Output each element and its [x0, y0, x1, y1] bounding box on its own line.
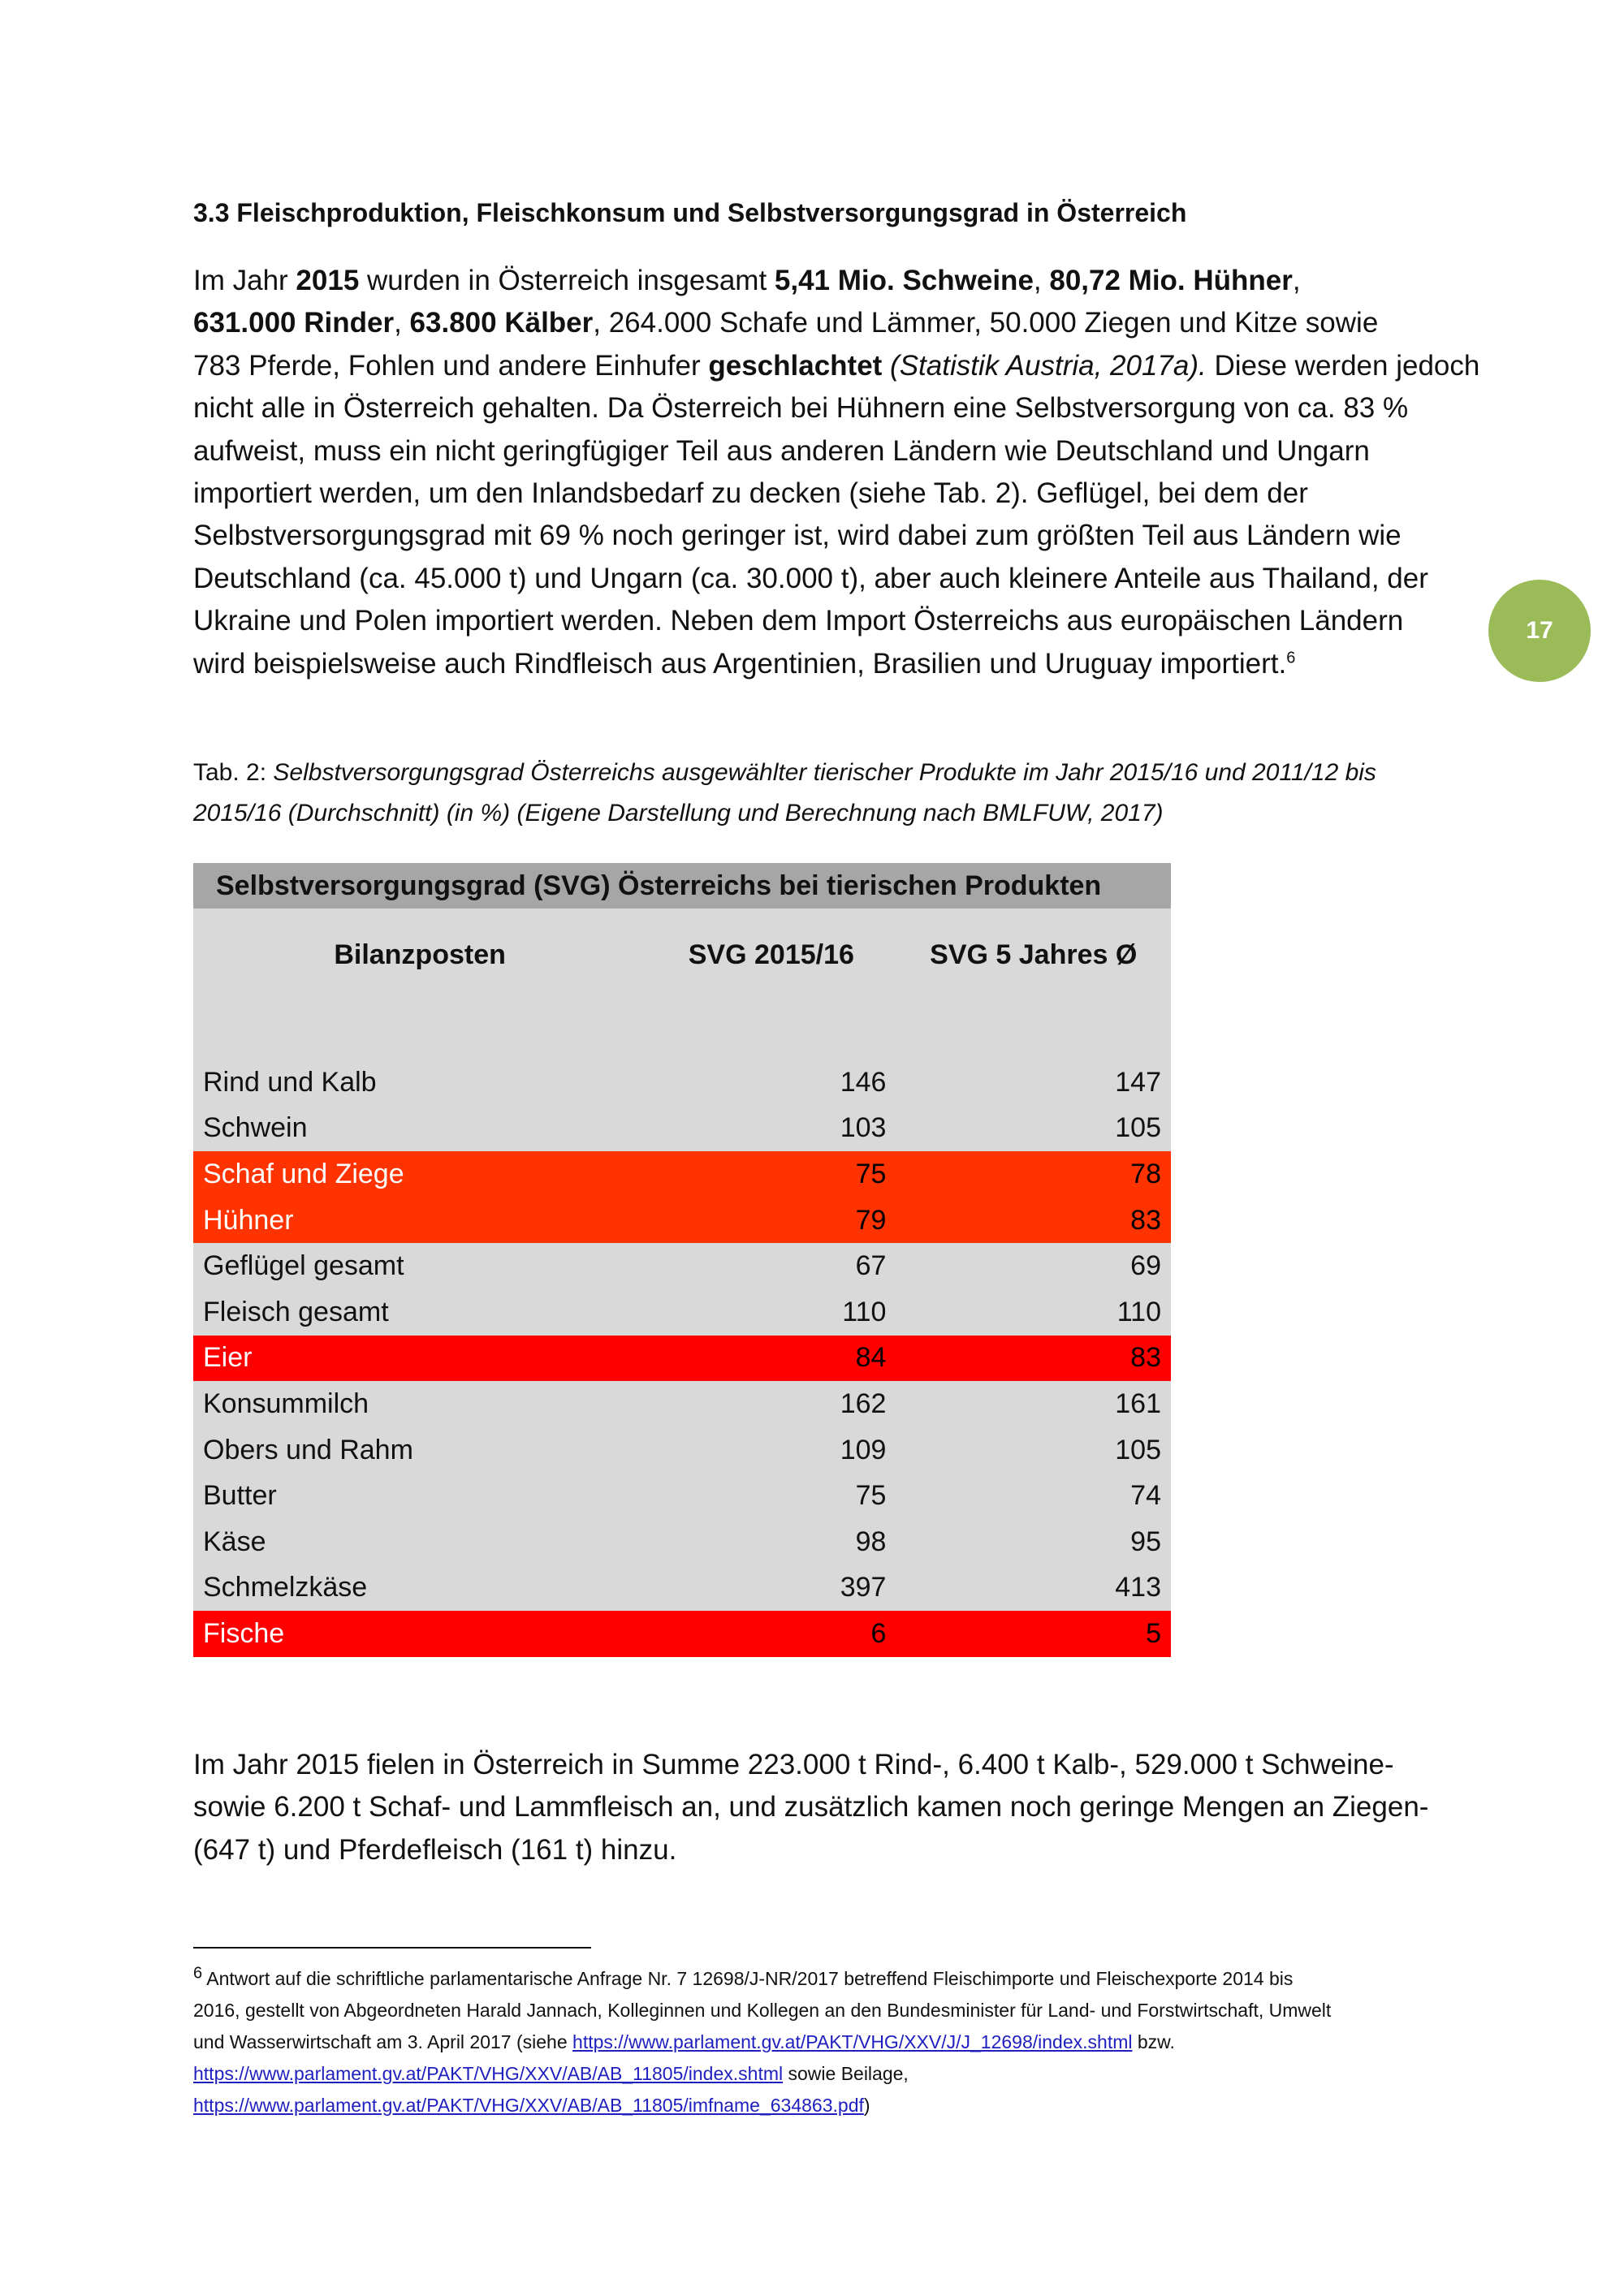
table-row — [193, 1289, 1171, 1336]
row-label: Obers und Rahm — [193, 1427, 646, 1474]
table-title-row — [193, 863, 1171, 908]
column-header: SVG 5 Jahres Ø — [896, 908, 1171, 1034]
cell-svg-5-year: 83 — [896, 1198, 1171, 1244]
table-row — [193, 1060, 1171, 1106]
row-label: Schwein — [193, 1106, 646, 1152]
footnote-marker: 6 — [193, 1964, 203, 1983]
row-label: Konsummilch — [193, 1381, 646, 1427]
row-label: Fische — [193, 1611, 646, 1657]
cell-svg-2015-16: 6 — [646, 1611, 896, 1657]
text-line: sowie 6.200 t Schaf- und Lammfleisch an, und zusätzlich kamen noch geringe Mengen an Ziegen- — [193, 1791, 1429, 1823]
footnote-link-anfragebeantwortung[interactable]: https://www.parlament.gv.at/PAKT/VHG/XXV/AB/AB_11805/index.shtml — [193, 2063, 784, 2084]
table-caption: Tab. 2: Selbstversorgungsgrad Österreichs ausgewählter tierischer Produkte im Jahr 2015/16 und 2011/12 bis 2015/16 (Durchschnitt) (in %) (Eigene Darstellung und Berechnung nach BMLFUW, 2017) — [193, 759, 1376, 826]
table-spacer — [193, 1034, 1171, 1060]
text-line: (647 t) und Pferdefleisch (161 t) hinzu. — [193, 1833, 677, 1866]
row-label: Käse — [193, 1519, 646, 1565]
text-line: aufweist, muss ein nicht geringfügiger Teil aus anderen Ländern wie Deutschland und Ungarn — [193, 434, 1370, 467]
cell-svg-2015-16: 98 — [646, 1519, 896, 1565]
row-label: Geflügel gesamt — [193, 1243, 646, 1289]
row-label: Hühner — [193, 1198, 646, 1244]
text-line: Im Jahr 2015 fielen in Österreich in Summe 223.000 t Rind-, 6.400 t Kalb-, 529.000 t Schweine- — [193, 1749, 1394, 1780]
cell-svg-2015-16: 397 — [646, 1565, 896, 1612]
footnote-link-anfrage[interactable]: https://www.parlament.gv.at/PAKT/VHG/XXV/J/J_12698/index.shtml — [572, 2031, 1133, 2052]
text-line: 783 Pferde, Fohlen und andere Einhufer geschlachtet (Statistik Austria, 2017a). Diese werden jedoch — [193, 349, 1480, 382]
table-row-highlighted — [193, 1151, 1171, 1198]
cell-svg-5-year: 161 — [896, 1381, 1171, 1427]
cell-svg-2015-16: 162 — [646, 1381, 896, 1427]
table-row — [193, 1473, 1171, 1519]
row-label: Rind und Kalb — [193, 1060, 646, 1106]
cell-svg-5-year: 83 — [896, 1336, 1171, 1382]
cell-svg-2015-16: 146 — [646, 1060, 896, 1106]
cell-svg-2015-16: 110 — [646, 1289, 896, 1336]
table-row — [193, 1381, 1171, 1427]
table-title: Selbstversorgungsgrad (SVG) Österreichs bei tierischen Produkten — [193, 863, 1171, 908]
cell-svg-2015-16: 103 — [646, 1106, 896, 1152]
footnote: $^6$ Antwort auf die schriftliche parlamentarische Anfrage Nr. 7 12698/J-NR/2017 betreffend Fleischimporte und Fleischexporte 2014 bis 2016, gestellt von Abgeordneten Harald Jannach, Kolleginnen und Kollegen an den Bundesminister für Land- und Forstwirtschaft, Umwelt und Wasserwirtschaft am 3. April 2017 (siehe https://www.parlament.gv.at/PAKT/VHG/XXV/J/J_12698/index.shtml bzw. https://www.parlament.gv.at/PAKT/VHG/XXV/AB/AB_11805/index.shtml sowie Beilage, https://www.parlament.gv.at/PAKT/VHG/XXV/AB/AB_11805/imfname_634863.pdf) — [193, 1964, 1332, 2116]
row-label: Schaf und Ziege — [193, 1151, 646, 1198]
footnote-separator — [193, 1947, 591, 1949]
cell-svg-5-year: 413 — [896, 1565, 1171, 1612]
cell-svg-5-year: 110 — [896, 1289, 1171, 1336]
column-header: Bilanzposten — [193, 908, 646, 1034]
column-header: SVG 2015/16 — [646, 908, 896, 1034]
text-line: nicht alle in Österreich gehalten. Da Österreich bei Hühnern eine Selbstversorgung von ca. 83 % — [193, 392, 1409, 425]
cell-svg-5-year: 105 — [896, 1106, 1171, 1152]
page-number-badge: 17 — [1488, 580, 1591, 682]
section-heading: 3.3 Fleischproduktion, Fleischkonsum und Selbstversorgungsgrad in Österreich — [193, 198, 1187, 227]
cell-svg-2015-16: 84 — [646, 1336, 896, 1382]
table-row-highlighted — [193, 1198, 1171, 1244]
cell-svg-5-year: 78 — [896, 1151, 1171, 1198]
footnote-reference[interactable]: 6 — [1286, 649, 1296, 667]
table-row-highlighted — [193, 1611, 1171, 1657]
table-row — [193, 1565, 1171, 1612]
row-label: Schmelzkäse — [193, 1565, 646, 1612]
row-label: Fleisch gesamt — [193, 1289, 646, 1336]
table-row — [193, 1427, 1171, 1474]
cell-svg-2015-16: 109 — [646, 1427, 896, 1474]
cell-svg-5-year: 105 — [896, 1427, 1171, 1474]
row-label: Eier — [193, 1336, 646, 1382]
table-row — [193, 1106, 1171, 1152]
cell-svg-5-year: 74 — [896, 1473, 1171, 1519]
cell-svg-5-year: 69 — [896, 1243, 1171, 1289]
row-label: Butter — [193, 1473, 646, 1519]
cell-svg-5-year: 5 — [896, 1611, 1171, 1657]
text-line: wird beispielsweise auch Rindfleisch aus Argentinien, Brasilien und Uruguay importiert.$^6$ — [193, 647, 1296, 680]
text-line: 631.000 Rinder, 63.800 Kälber, 264.000 Schafe und Lämmer, 50.000 Ziegen und Kitze sowie — [193, 307, 1379, 339]
cell-svg-2015-16: 79 — [646, 1198, 896, 1244]
cell-svg-5-year: 147 — [896, 1060, 1171, 1106]
cell-svg-5-year: 95 — [896, 1519, 1171, 1565]
cell-svg-2015-16: 67 — [646, 1243, 896, 1289]
text-line: Selbstversorgungsgrad mit 69 % noch geringer ist, wird dabei zum größten Teil aus Ländern wie — [193, 520, 1402, 552]
summary-paragraph — [193, 1744, 1492, 1871]
text-line: importiert werden, um den Inlandsbedarf zu decken (siehe Tab. 2). Geflügel, bei dem der — [193, 477, 1308, 510]
text-line: Ukraine und Polen importiert werden. Neben dem Import Österreichs aus europäischen Ländern — [193, 605, 1404, 637]
text-line: Im Jahr 2015 wurden in Österreich insgesamt 5,41 Mio. Schweine, 80,72 Mio. Hühner, — [193, 265, 1301, 296]
cell-svg-2015-16: 75 — [646, 1151, 896, 1198]
table-row-highlighted — [193, 1336, 1171, 1382]
self-sufficiency-table — [193, 863, 1171, 1657]
intro-paragraph — [193, 260, 1492, 685]
footnote-link-beilage-pdf[interactable]: https://www.parlament.gv.at/PAKT/VHG/XXV/AB/AB_11805/imfname_634863.pdf — [193, 2095, 864, 2116]
table-row — [193, 1243, 1171, 1289]
table-header-row — [193, 908, 1171, 1034]
table-row — [193, 1519, 1171, 1565]
text-line: Deutschland (ca. 45.000 t) und Ungarn (ca. 30.000 t), aber auch kleinere Anteile aus Thailand, der — [193, 562, 1428, 594]
cell-svg-2015-16: 75 — [646, 1473, 896, 1519]
